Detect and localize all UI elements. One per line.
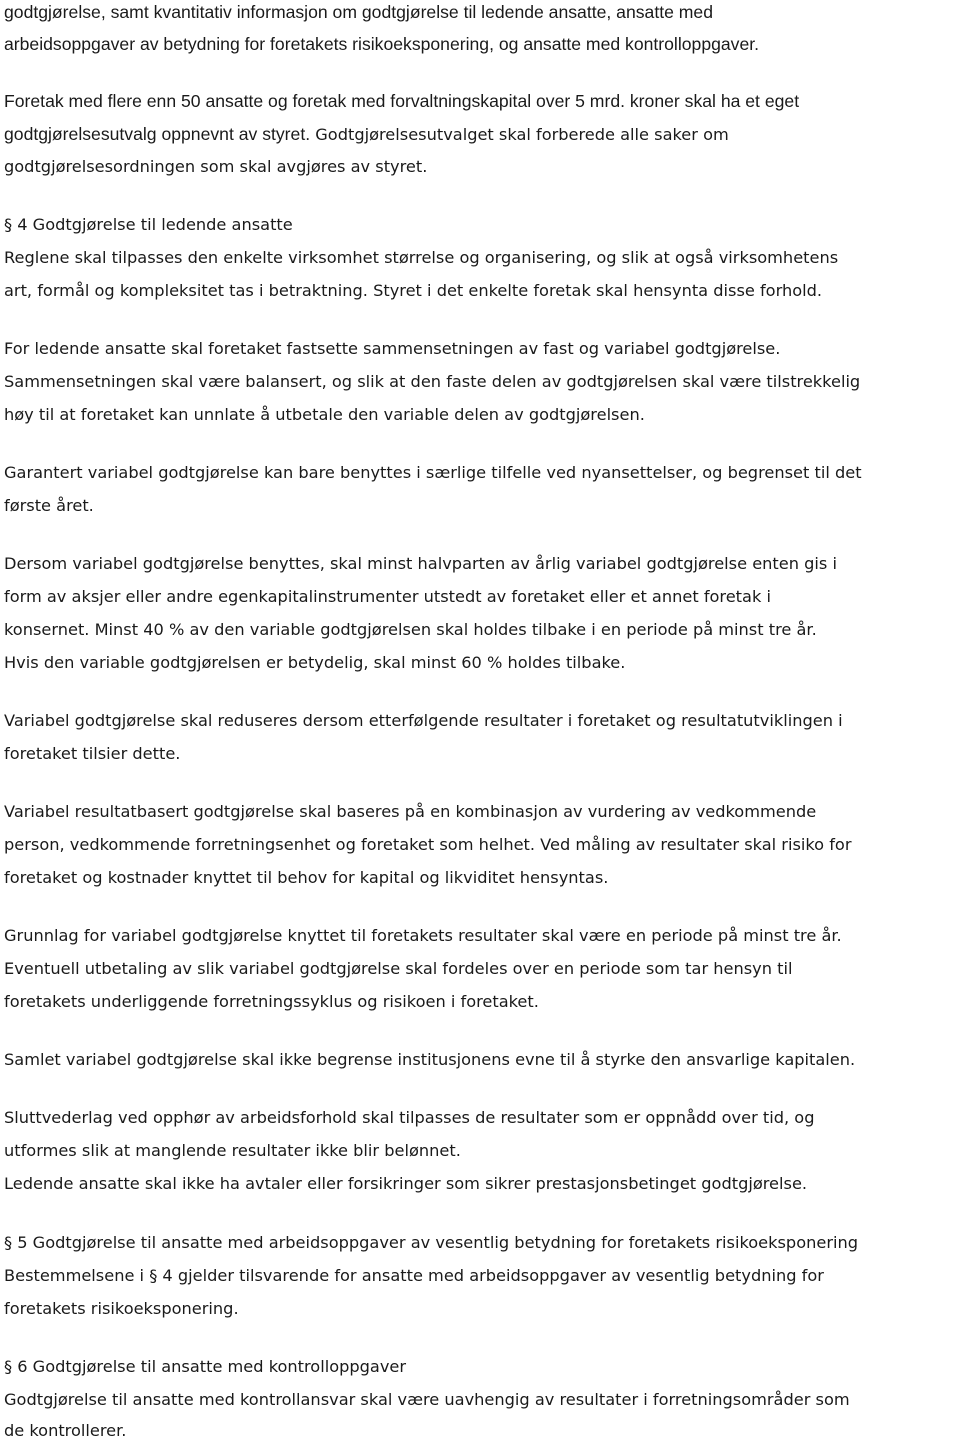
paragraph-line: høy til at foretaket kan unnlate å utbetale den variable delen av godtgjørelsen.	[4, 405, 645, 424]
paragraph-line: arbeidsoppgaver av betydning for foretakets risikoeksponering, og ansatte med kontrolloppgaver.	[4, 34, 760, 54]
paragraph-line: Godtgjørelse til ansatte med kontrollansvar skal være uavhengig av resultater i forretningsområder som	[4, 1390, 850, 1409]
section-heading: § 4 Godtgjørelse til ledende ansatte	[4, 215, 293, 234]
paragraph-line: Bestemmelsene i § 4 gjelder tilsvarende for ansatte med arbeidsoppgaver av vesentlig betydning for	[4, 1266, 824, 1285]
paragraph-line: de kontrollerer.	[4, 1421, 127, 1440]
section-heading: § 5 Godtgjørelse til ansatte med arbeidsoppgaver av vesentlig betydning for foretakets risikoeksponering	[4, 1233, 859, 1252]
paragraph-line: Sammensetningen skal være balansert, og slik at den faste delen av godtgjørelsen skal være tilstrekkelig	[4, 372, 861, 391]
paragraph-line: person, vedkommende forretningsenhet og foretaket som helhet. Ved måling av resultater skal risiko for	[4, 835, 852, 854]
paragraph-line: Garantert variabel godtgjørelse kan bare benyttes i særlige tilfelle ved nyansettelser, og begrenset til det	[4, 463, 862, 482]
paragraph-line: utformes slik at manglende resultater ikke blir belønnet.	[4, 1141, 461, 1160]
paragraph-line: foretaket tilsier dette.	[4, 744, 181, 763]
paragraph-line	[4, 124, 729, 145]
paragraph-line: foretaket og kostnader knyttet til behov for kapital og likviditet hensyntas.	[4, 868, 609, 887]
paragraph-line: foretakets risikoeksponering.	[4, 1299, 239, 1318]
paragraph-line: art, formål og kompleksitet tas i betraktning. Styret i det enkelte foretak skal hensynta disse forhold.	[4, 281, 823, 300]
paragraph-line: konsernet. Minst 40 % av den variable godtgjørelsen skal holdes tilbake i en periode på minst tre år.	[4, 620, 817, 639]
paragraph-line: Dersom variabel godtgjørelse benyttes, skal minst halvparten av årlig variabel godtgjørelse enten gis i	[4, 554, 837, 573]
paragraph-text: Godtgjørelsesutvalget skal forberede alle saker om	[315, 125, 729, 144]
paragraph-line: Variabel godtgjørelse skal reduseres dersom etterfølgende resultater i foretaket og resultatutviklingen i	[4, 711, 843, 730]
paragraph-line: Reglene skal tilpasses den enkelte virksomhet størrelse og organisering, og slik at også virksomhetens	[4, 248, 839, 267]
paragraph-line: Grunnlag for variabel godtgjørelse knyttet til foretakets resultater skal være en periode på minst tre år.	[4, 926, 842, 945]
paragraph-line: godtgjørelse, samt kvantitativ informasjon om godtgjørelse til ledende ansatte, ansatte med	[4, 2, 713, 22]
paragraph-text: godtgjørelsesutvalg oppnevnt av styret.	[4, 124, 311, 144]
paragraph-line: første året.	[4, 496, 94, 515]
paragraph-line: Foretak med flere enn 50 ansatte og foretak med forvaltningskapital over 5 mrd. kroner skal ha et eget	[4, 91, 800, 111]
section-heading: § 6 Godtgjørelse til ansatte med kontrolloppgaver	[4, 1357, 407, 1376]
paragraph-line: foretakets underliggende forretningssyklus og risikoen i foretaket.	[4, 992, 539, 1011]
paragraph-line: Eventuell utbetaling av slik variabel godtgjørelse skal fordeles over en periode som tar hensyn til	[4, 959, 793, 978]
paragraph-line: Sluttvederlag ved opphør av arbeidsforhold skal tilpasses de resultater som er oppnådd over tid, og	[4, 1108, 815, 1127]
paragraph-line: form av aksjer eller andre egenkapitalinstrumenter utstedt av foretaket eller et annet foretak i	[4, 587, 771, 606]
paragraph-line: godtgjørelsesordningen som skal avgjøres av styret.	[4, 157, 428, 176]
paragraph-line: For ledende ansatte skal foretaket fastsette sammensetningen av fast og variabel godtgjørelse.	[4, 339, 781, 358]
paragraph-line: Ledende ansatte skal ikke ha avtaler eller forsikringer som sikrer prestasjonsbetinget godtgjørelse.	[4, 1174, 808, 1193]
paragraph-line: Variabel resultatbasert godtgjørelse skal baseres på en kombinasjon av vurdering av vedkommende	[4, 802, 817, 821]
paragraph-line: Samlet variabel godtgjørelse skal ikke begrense institusjonens evne til å styrke den ansvarlige kapitalen.	[4, 1050, 856, 1069]
paragraph-line: Hvis den variable godtgjørelsen er betydelig, skal minst 60 % holdes tilbake.	[4, 653, 626, 672]
